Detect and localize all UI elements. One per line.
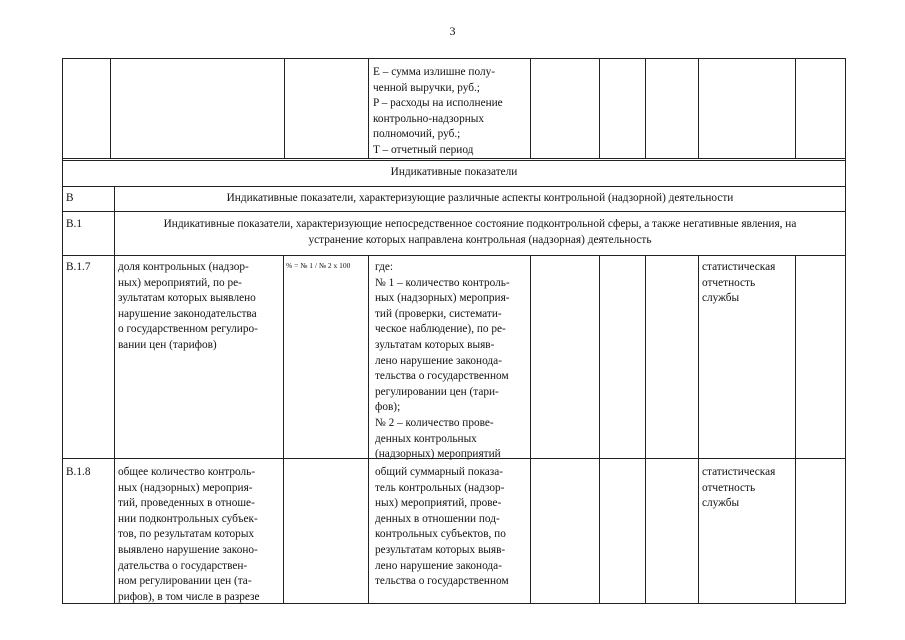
desc-line: тельства о государственном xyxy=(375,575,509,588)
row-b17-source xyxy=(702,260,794,307)
desc-line: общий суммарный показа- xyxy=(375,466,504,478)
indicator-table xyxy=(62,58,846,604)
section-title: Индикативные показатели xyxy=(390,166,518,178)
page-number: 3 xyxy=(449,24,456,38)
name-line: выявлено нарушение законо- xyxy=(118,543,258,556)
row-b1-code: В.1 xyxy=(66,218,83,230)
name-line: рифов), в том числе в разрезе xyxy=(118,590,260,603)
source-line: статистическая xyxy=(702,261,776,273)
name-line: о государственном регулиро- xyxy=(118,323,258,336)
desc-line: ных) мероприятий, прове- xyxy=(375,497,502,510)
desc-line: денных в отношении под- xyxy=(375,512,500,525)
desc-line: тий (проверки, системати- xyxy=(375,307,502,320)
source-line: отчетность xyxy=(702,481,756,494)
source-line: отчетность xyxy=(702,276,756,289)
row-b18-code: В.1.8 xyxy=(66,466,91,478)
row-b1-line: устранение которых направлена контрольная (надзорная) деятельность xyxy=(308,233,652,246)
name-line: тий, проведенных в отноше- xyxy=(118,497,255,510)
desc-line: контрольных субъектов, по xyxy=(375,528,506,541)
desc-line: лено нарушение законода- xyxy=(375,354,502,367)
row-b18-source xyxy=(702,465,794,512)
name-line: нии подконтрольных субъек- xyxy=(118,512,258,525)
desc-line: полномочий, руб.; xyxy=(373,128,461,141)
desc-line: лено нарушение законода- xyxy=(375,559,502,572)
row-b1-text xyxy=(118,217,842,248)
name-line: ном регулировании цен (та- xyxy=(118,575,252,588)
desc-line: тель контрольных (надзор- xyxy=(375,481,505,494)
desc-line: тельства о государственном xyxy=(375,370,509,383)
row-b17-description xyxy=(375,260,528,463)
name-line: общее количество контроль- xyxy=(118,466,256,478)
desc-line: регулировании цен (тари- xyxy=(375,385,499,398)
row-b17-formula: % = № 1 / № 2 х 100 xyxy=(286,261,351,270)
name-line: ных (надзорных) мероприя- xyxy=(118,481,253,494)
desc-line: № 2 – количество прове- xyxy=(375,416,494,429)
row-b1-line: Индикативные показатели, характеризующие непосредственное состояние подконтрольной сферы, а также негативные явления, на xyxy=(163,218,797,230)
name-line: вании цен (тарифов) xyxy=(118,338,217,351)
desc-line: E – сумма излишне полу- xyxy=(373,66,495,78)
source-line: статистическая xyxy=(702,466,776,478)
desc-line: (надзорных) мероприятий xyxy=(375,448,501,461)
desc-line: P – расходы на исполнение xyxy=(373,97,503,110)
row-b18-description xyxy=(375,465,528,590)
row-b17-code: В.1.7 xyxy=(66,261,91,273)
source-line: службы xyxy=(702,497,740,510)
source-line: службы xyxy=(702,292,740,305)
desc-line: денных контрольных xyxy=(375,432,477,445)
top-description xyxy=(373,65,528,159)
desc-line: ческое наблюдение), по ре- xyxy=(375,323,506,336)
desc-line: зультатам которых выяв- xyxy=(375,338,495,351)
name-line: тов, по результатам которых xyxy=(118,528,255,541)
name-line: нарушение законодательства xyxy=(118,307,257,320)
row-b17-name xyxy=(118,260,281,354)
desc-line: результатам которых выяв- xyxy=(375,543,506,556)
desc-line: ных (надзорных) мероприя- xyxy=(375,292,510,305)
row-b-code: В xyxy=(66,192,74,204)
row-b-text: Индикативные показатели, характеризующие различные аспекты контрольной (надзорной) деятельности xyxy=(226,192,734,204)
name-line: зультатам которых выявлено xyxy=(118,292,256,305)
name-line: дательства о государствен- xyxy=(118,559,248,572)
name-line: ных) мероприятий, по ре- xyxy=(118,276,242,289)
desc-line: ченной выручки, руб.; xyxy=(373,81,480,94)
desc-line: фов); xyxy=(375,401,401,414)
desc-line: T – отчетный период xyxy=(373,143,474,156)
desc-line: № 1 – количество контроль- xyxy=(375,276,510,289)
row-b18-name xyxy=(118,465,281,605)
desc-line: где: xyxy=(375,261,393,273)
desc-line: контрольно-надзорных xyxy=(373,112,484,125)
name-line: доля контрольных (надзор- xyxy=(118,261,249,273)
